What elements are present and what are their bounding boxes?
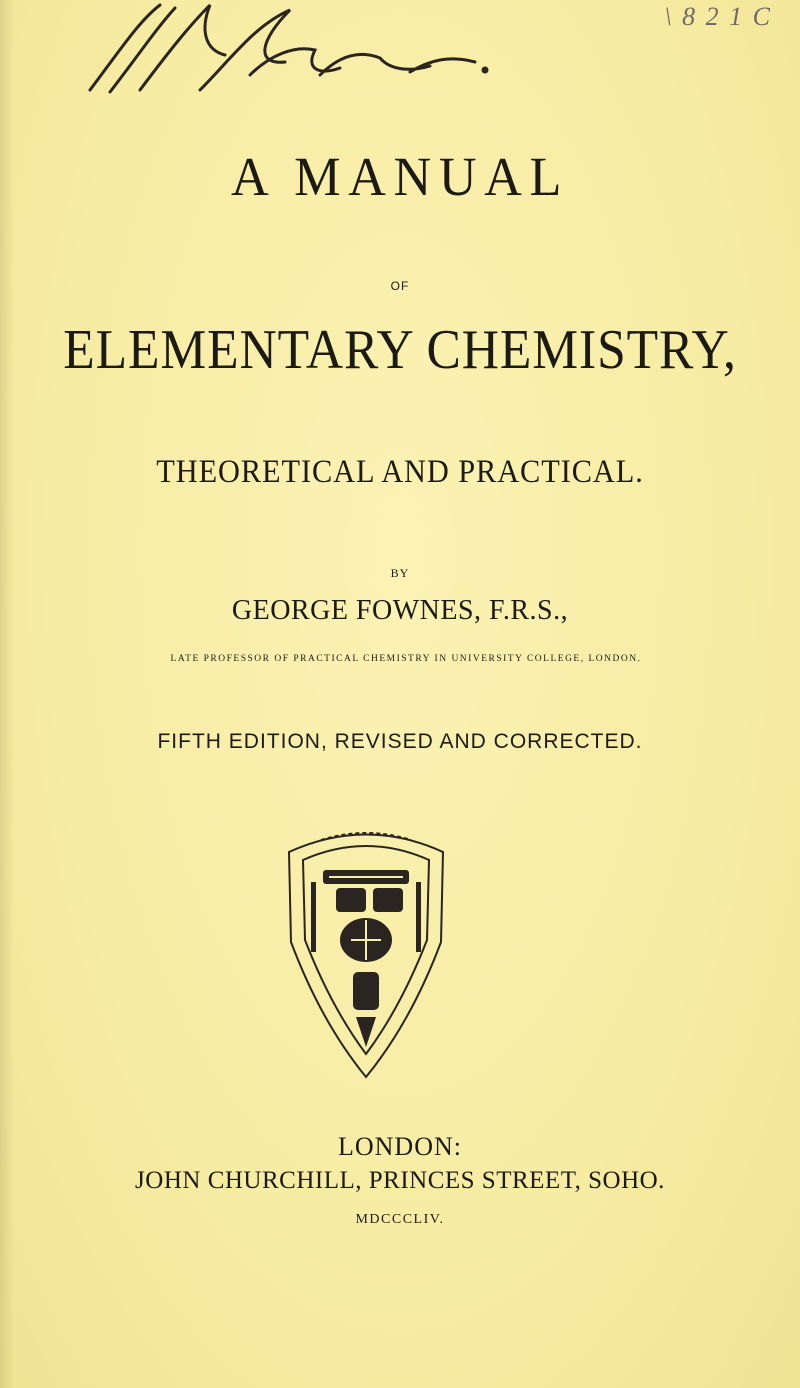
author-name: GEORGE FOWNES, F.R.S.,: [231, 595, 569, 626]
title-heading: A MANUAL: [230, 146, 570, 207]
title-of: OF: [390, 279, 410, 293]
by-line: BY: [390, 566, 410, 580]
imprint-place: LONDON:: [338, 1132, 462, 1161]
author-role: LATE PROFESSOR OF PRACTICAL CHEMISTRY IN UNIVERSITY COLLEGE, LONDON.: [170, 654, 642, 664]
main-title: ELEMENTARY CHEMISTRY,: [63, 319, 737, 381]
imprint-publisher: JOHN CHURCHILL, PRINCES STREET, SOHO.: [135, 1167, 665, 1194]
imprint-year: MDCCCLIV.: [355, 1212, 445, 1227]
publisher-crest-icon: [281, 822, 451, 1082]
subtitle: THEORETICAL AND PRACTICAL.: [156, 454, 644, 490]
edition-statement: FIFTH EDITION, REVISED AND CORRECTED.: [157, 730, 643, 753]
handwritten-signature-icon: [80, 0, 500, 100]
shelfmark-annotation: \ 8 2 1 C: [664, 2, 772, 31]
